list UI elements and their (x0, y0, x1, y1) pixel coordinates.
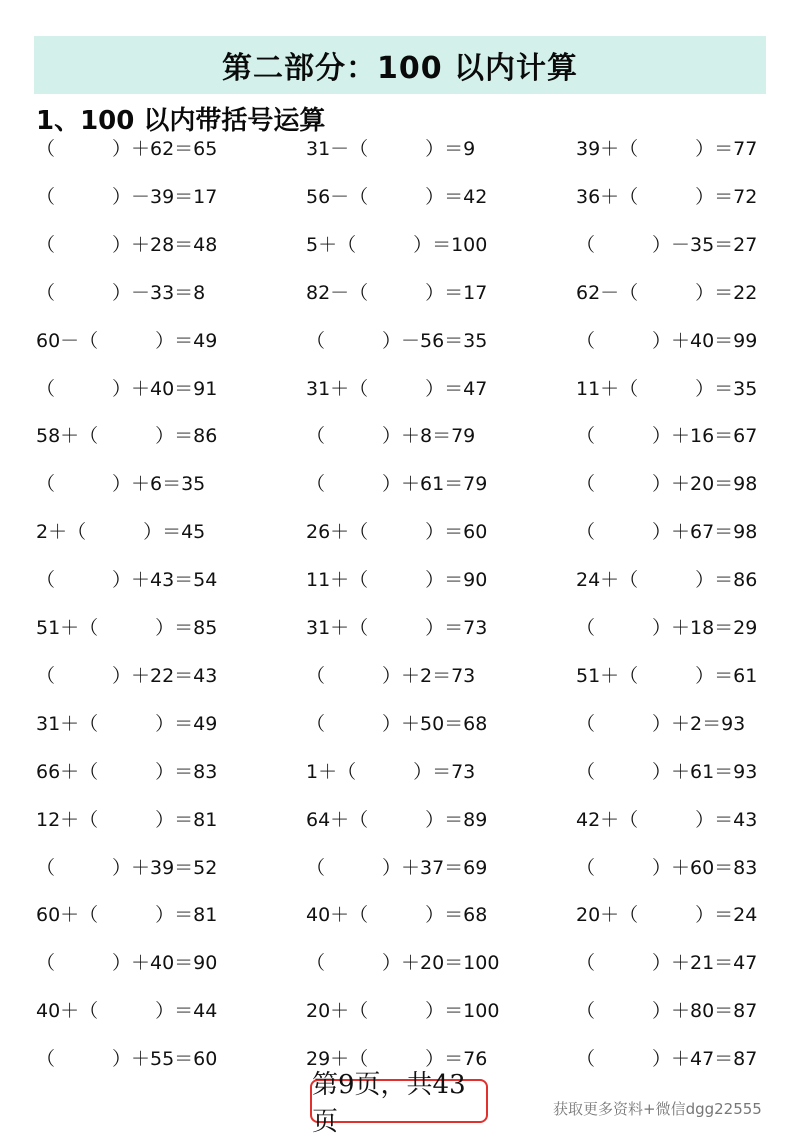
exercise-item: 42＋（ ）＝43 (576, 809, 758, 831)
exercise-item: 51＋（ ）＝85 (36, 617, 218, 639)
exercise-item: 40＋（ ）＝68 (306, 904, 488, 926)
exercise-item: 60＋（ ）＝81 (36, 904, 218, 926)
watermark-text: 获取更多资料+微信dgg22555 (553, 1100, 762, 1118)
exercise-item: 56－（ ）＝42 (306, 186, 488, 208)
exercise-item: 51＋（ ）＝61 (576, 665, 758, 687)
exercise-item: （ ）＋61＝79 (306, 473, 488, 495)
section-heading: 1、100 以内带括号运算 (36, 106, 326, 136)
exercise-item: 36＋（ ）＝72 (576, 186, 758, 208)
exercise-item: 31＋（ ）＝47 (306, 378, 488, 400)
exercise-item: 24＋（ ）＝86 (576, 569, 758, 591)
exercise-item: （ ）＋40＝90 (36, 952, 218, 974)
exercise-item: （ ）－33＝8 (36, 282, 206, 304)
exercise-item: （ ）＋20＝98 (576, 473, 758, 495)
exercise-item: 12＋（ ）＝81 (36, 809, 218, 831)
exercise-item: （ ）＋62＝65 (36, 138, 218, 160)
exercise-item: 60－（ ）＝49 (36, 330, 218, 352)
exercise-item: 39＋（ ）＝77 (576, 138, 758, 160)
exercise-item: （ ）＋61＝93 (576, 761, 758, 783)
exercise-item: 1＋（ ）＝73 (306, 761, 476, 783)
exercise-item: （ ）＋28＝48 (36, 234, 218, 256)
exercise-item: 82－（ ）＝17 (306, 282, 488, 304)
exercise-item: （ ）＋60＝83 (576, 857, 758, 879)
exercise-item: （ ）＋6＝35 (36, 473, 206, 495)
exercise-item: 29＋（ ）＝76 (306, 1048, 488, 1070)
exercise-item: （ ）＋16＝67 (576, 425, 758, 447)
exercise-item: （ ）＋18＝29 (576, 617, 758, 639)
exercise-item: （ ）＋40＝91 (36, 378, 218, 400)
page-number-badge (310, 1070, 488, 1137)
exercise-item: 5＋（ ）＝100 (306, 234, 488, 256)
exercise-item: （ ）＋21＝47 (576, 952, 758, 974)
exercise-item: （ ）＋50＝68 (306, 713, 488, 735)
exercise-item: （ ）＋2＝93 (576, 713, 746, 735)
exercise-item: （ ）＋43＝54 (36, 569, 218, 591)
exercise-item: 2＋（ ）＝45 (36, 521, 206, 543)
exercise-item: （ ）＋40＝99 (576, 330, 758, 352)
exercise-item: （ ）＋67＝98 (576, 521, 758, 543)
exercise-item: 31＋（ ）＝73 (306, 617, 488, 639)
exercise-item: （ ）＋37＝69 (306, 857, 488, 879)
exercise-item: （ ）＋22＝43 (36, 665, 218, 687)
exercise-item: 11＋（ ）＝35 (576, 378, 758, 400)
exercise-item: 31＋（ ）＝49 (36, 713, 218, 735)
exercise-item: 26＋（ ）＝60 (306, 521, 488, 543)
exercise-item: （ ）＋2＝73 (306, 665, 476, 687)
exercise-item: （ ）＋39＝52 (36, 857, 218, 879)
exercise-item: （ ）－35＝27 (576, 234, 758, 256)
exercise-item: （ ）－39＝17 (36, 186, 218, 208)
exercise-item: （ ）＋55＝60 (36, 1048, 218, 1070)
exercise-item: 11＋（ ）＝90 (306, 569, 488, 591)
exercise-item: 66＋（ ）＝83 (36, 761, 218, 783)
exercise-item: （ ）＋20＝100 (306, 952, 500, 974)
exercise-item: （ ）＋47＝87 (576, 1048, 758, 1070)
exercise-item: 62－（ ）＝22 (576, 282, 758, 304)
exercise-item: 64＋（ ）＝89 (306, 809, 488, 831)
exercise-item: 40＋（ ）＝44 (36, 1000, 218, 1022)
page-title: 第二部分：100 以内计算 (221, 51, 579, 86)
exercise-item: 20＋（ ）＝100 (306, 1000, 500, 1022)
exercise-item: （ ）－56＝35 (306, 330, 488, 352)
exercise-item: 20＋（ ）＝24 (576, 904, 758, 926)
exercise-item: （ ）＋8＝79 (306, 425, 476, 447)
exercise-item: 31－（ ）＝9 (306, 138, 476, 160)
page-number-label: 第9页，共43页 (312, 1070, 466, 1137)
exercise-item: 58＋（ ）＝86 (36, 425, 218, 447)
exercise-item: （ ）＋80＝87 (576, 1000, 758, 1022)
